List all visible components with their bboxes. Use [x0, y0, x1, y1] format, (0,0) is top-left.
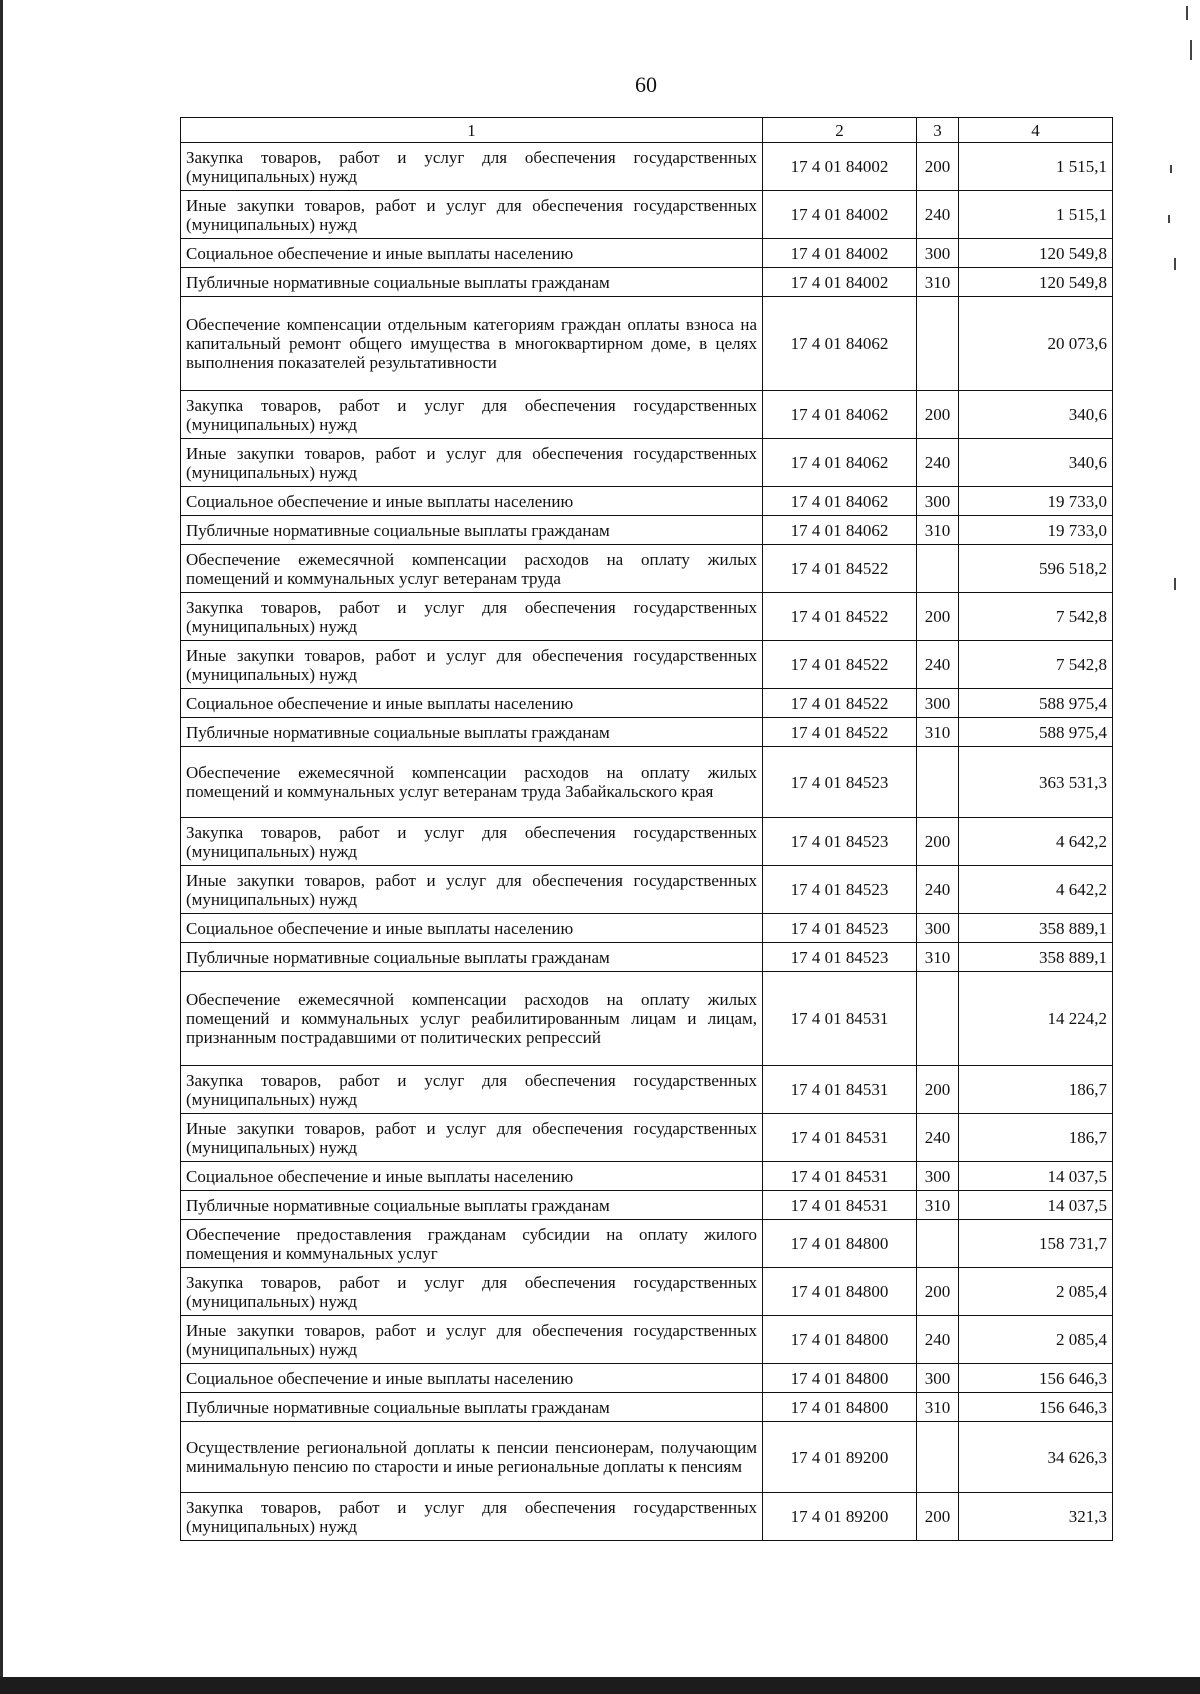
row-name: Обеспечение компенсации отдельным категориям граждан оплаты взноса на капитальный ремонт общего имущества в многоквартирном доме, в целях выполнения показателей результативности — [181, 297, 763, 391]
row-code: 17 4 01 89200 — [763, 1422, 917, 1493]
scan-mark — [1168, 215, 1170, 223]
row-code: 17 4 01 84522 — [763, 545, 917, 593]
row-expense-type: 240 — [917, 866, 959, 914]
row-name: Социальное обеспечение и иные выплаты населению — [181, 689, 763, 718]
row-name: Иные закупки товаров, работ и услуг для обеспечения государственных (муниципальных) нужд — [181, 1114, 763, 1162]
row-code: 17 4 01 84531 — [763, 1114, 917, 1162]
scan-mark — [1174, 258, 1176, 270]
row-expense-type: 310 — [917, 1393, 959, 1422]
table-row — [181, 818, 1113, 866]
row-expense-type: 200 — [917, 1493, 959, 1541]
row-amount: 1 515,1 — [959, 191, 1113, 239]
table-row — [181, 439, 1113, 487]
row-amount: 2 085,4 — [959, 1268, 1113, 1316]
row-name: Социальное обеспечение и иные выплаты населению — [181, 1162, 763, 1191]
row-amount: 321,3 — [959, 1493, 1113, 1541]
row-expense-type: 300 — [917, 1364, 959, 1393]
row-code: 17 4 01 84522 — [763, 593, 917, 641]
row-name: Закупка товаров, работ и услуг для обеспечения государственных (муниципальных) нужд — [181, 593, 763, 641]
row-expense-type: 240 — [917, 191, 959, 239]
table-row — [181, 943, 1113, 972]
row-amount: 2 085,4 — [959, 1316, 1113, 1364]
row-amount: 4 642,2 — [959, 866, 1113, 914]
budget-table — [180, 117, 1113, 1541]
table-row — [181, 545, 1113, 593]
row-expense-type: 200 — [917, 143, 959, 191]
table-header-row — [181, 118, 1113, 143]
table-row — [181, 516, 1113, 545]
scan-mark — [1186, 6, 1188, 20]
row-amount: 14 037,5 — [959, 1162, 1113, 1191]
row-code: 17 4 01 84800 — [763, 1268, 917, 1316]
scan-mark — [1170, 165, 1172, 173]
row-amount: 19 733,0 — [959, 516, 1113, 545]
row-name: Осуществление региональной доплаты к пенсии пенсионерам, получающим минимальную пенсию по старости и иные региональные доплаты к пенсиям — [181, 1422, 763, 1493]
row-code: 17 4 01 84523 — [763, 866, 917, 914]
row-expense-type: 300 — [917, 487, 959, 516]
row-name: Закупка товаров, работ и услуг для обеспечения государственных (муниципальных) нужд — [181, 1493, 763, 1541]
row-code: 17 4 01 84523 — [763, 747, 917, 818]
row-amount: 120 549,8 — [959, 239, 1113, 268]
row-name: Публичные нормативные социальные выплаты гражданам — [181, 1191, 763, 1220]
row-amount: 358 889,1 — [959, 914, 1113, 943]
row-name: Иные закупки товаров, работ и услуг для обеспечения государственных (муниципальных) нужд — [181, 641, 763, 689]
row-name: Социальное обеспечение и иные выплаты населению — [181, 239, 763, 268]
row-amount: 186,7 — [959, 1066, 1113, 1114]
row-code: 17 4 01 84522 — [763, 641, 917, 689]
row-code: 17 4 01 89200 — [763, 1493, 917, 1541]
table-row — [181, 1162, 1113, 1191]
table-row — [181, 1493, 1113, 1541]
row-code: 17 4 01 84531 — [763, 1162, 917, 1191]
row-expense-type: 300 — [917, 1162, 959, 1191]
table-row — [181, 689, 1113, 718]
scan-bottom-band — [0, 1677, 1200, 1694]
row-amount: 34 626,3 — [959, 1422, 1113, 1493]
row-expense-type: 310 — [917, 718, 959, 747]
row-amount: 7 542,8 — [959, 593, 1113, 641]
page-number: 60 — [635, 72, 657, 97]
row-amount: 19 733,0 — [959, 487, 1113, 516]
row-code: 17 4 01 84002 — [763, 268, 917, 297]
table-row — [181, 239, 1113, 268]
table-row — [181, 718, 1113, 747]
row-expense-type: 240 — [917, 641, 959, 689]
scan-left-edge — [0, 0, 3, 1694]
row-code: 17 4 01 84800 — [763, 1316, 917, 1364]
row-name: Публичные нормативные социальные выплаты гражданам — [181, 1393, 763, 1422]
row-expense-type — [917, 972, 959, 1066]
row-amount: 120 549,8 — [959, 268, 1113, 297]
row-expense-type: 200 — [917, 593, 959, 641]
row-name: Социальное обеспечение и иные выплаты населению — [181, 1364, 763, 1393]
row-name: Закупка товаров, работ и услуг для обеспечения государственных (муниципальных) нужд — [181, 818, 763, 866]
row-expense-type — [917, 545, 959, 593]
header-col-3: 3 — [917, 118, 959, 143]
row-name: Закупка товаров, работ и услуг для обеспечения государственных (муниципальных) нужд — [181, 1268, 763, 1316]
row-name: Социальное обеспечение и иные выплаты населению — [181, 487, 763, 516]
row-amount: 156 646,3 — [959, 1364, 1113, 1393]
row-amount: 4 642,2 — [959, 818, 1113, 866]
table-row — [181, 747, 1113, 818]
row-name: Публичные нормативные социальные выплаты гражданам — [181, 943, 763, 972]
header-col-1: 1 — [181, 118, 763, 143]
row-expense-type: 200 — [917, 391, 959, 439]
row-code: 17 4 01 84531 — [763, 1191, 917, 1220]
table-row — [181, 866, 1113, 914]
row-code: 17 4 01 84062 — [763, 391, 917, 439]
row-name: Иные закупки товаров, работ и услуг для обеспечения государственных (муниципальных) нужд — [181, 439, 763, 487]
table-row — [181, 268, 1113, 297]
row-amount: 14 037,5 — [959, 1191, 1113, 1220]
row-amount: 20 073,6 — [959, 297, 1113, 391]
row-expense-type: 240 — [917, 439, 959, 487]
row-code: 17 4 01 84002 — [763, 143, 917, 191]
header-col-2: 2 — [763, 118, 917, 143]
row-name: Закупка товаров, работ и услуг для обеспечения государственных (муниципальных) нужд — [181, 143, 763, 191]
row-expense-type: 200 — [917, 818, 959, 866]
row-name: Иные закупки товаров, работ и услуг для обеспечения государственных (муниципальных) нужд — [181, 866, 763, 914]
row-name: Обеспечение предоставления гражданам субсидии на оплату жилого помещения и коммунальных услуг — [181, 1220, 763, 1268]
row-expense-type: 300 — [917, 689, 959, 718]
table-row — [181, 1422, 1113, 1493]
table-row — [181, 972, 1113, 1066]
row-amount: 340,6 — [959, 391, 1113, 439]
table-row — [181, 487, 1113, 516]
row-expense-type — [917, 747, 959, 818]
row-code: 17 4 01 84062 — [763, 439, 917, 487]
row-amount: 596 518,2 — [959, 545, 1113, 593]
table-row — [181, 191, 1113, 239]
table-row — [181, 641, 1113, 689]
row-name: Социальное обеспечение и иные выплаты населению — [181, 914, 763, 943]
header-col-4: 4 — [959, 118, 1113, 143]
row-code: 17 4 01 84062 — [763, 487, 917, 516]
row-name: Обеспечение ежемесячной компенсации расходов на оплату жилых помещений и коммунальных услуг ветеранам труда Забайкальского края — [181, 747, 763, 818]
table-row — [181, 297, 1113, 391]
table-row — [181, 1393, 1113, 1422]
row-expense-type: 300 — [917, 239, 959, 268]
table-row — [181, 391, 1113, 439]
row-amount: 358 889,1 — [959, 943, 1113, 972]
row-code: 17 4 01 84523 — [763, 914, 917, 943]
row-expense-type: 310 — [917, 1191, 959, 1220]
row-expense-type — [917, 1422, 959, 1493]
row-amount: 588 975,4 — [959, 689, 1113, 718]
row-name: Публичные нормативные социальные выплаты гражданам — [181, 268, 763, 297]
table-row — [181, 1364, 1113, 1393]
row-code: 17 4 01 84002 — [763, 239, 917, 268]
table-row — [181, 1114, 1113, 1162]
row-expense-type: 200 — [917, 1066, 959, 1114]
table-row — [181, 1191, 1113, 1220]
table-row — [181, 1268, 1113, 1316]
row-code: 17 4 01 84800 — [763, 1393, 917, 1422]
row-name: Закупка товаров, работ и услуг для обеспечения государственных (муниципальных) нужд — [181, 391, 763, 439]
row-expense-type: 240 — [917, 1114, 959, 1162]
row-expense-type: 200 — [917, 1268, 959, 1316]
row-code: 17 4 01 84800 — [763, 1220, 917, 1268]
row-name: Иные закупки товаров, работ и услуг для обеспечения государственных (муниципальных) нужд — [181, 1316, 763, 1364]
table-row — [181, 1220, 1113, 1268]
row-expense-type: 310 — [917, 516, 959, 545]
row-code: 17 4 01 84002 — [763, 191, 917, 239]
row-name: Публичные нормативные социальные выплаты гражданам — [181, 516, 763, 545]
row-code: 17 4 01 84062 — [763, 516, 917, 545]
row-code: 17 4 01 84522 — [763, 689, 917, 718]
row-amount: 363 531,3 — [959, 747, 1113, 818]
row-code: 17 4 01 84800 — [763, 1364, 917, 1393]
row-name: Иные закупки товаров, работ и услуг для обеспечения государственных (муниципальных) нужд — [181, 191, 763, 239]
row-expense-type: 310 — [917, 943, 959, 972]
row-name: Обеспечение ежемесячной компенсации расходов на оплату жилых помещений и коммунальных услуг реабилитированным лицам и лицам, признанным пострадавшими от политических репрессий — [181, 972, 763, 1066]
row-name: Публичные нормативные социальные выплаты гражданам — [181, 718, 763, 747]
scan-mark — [1190, 40, 1192, 60]
row-code: 17 4 01 84523 — [763, 943, 917, 972]
row-expense-type: 300 — [917, 914, 959, 943]
scan-mark — [1174, 578, 1176, 590]
row-name: Обеспечение ежемесячной компенсации расходов на оплату жилых помещений и коммунальных услуг ветеранам труда — [181, 545, 763, 593]
table-row — [181, 1316, 1113, 1364]
row-amount: 7 542,8 — [959, 641, 1113, 689]
row-amount: 186,7 — [959, 1114, 1113, 1162]
row-amount: 158 731,7 — [959, 1220, 1113, 1268]
row-expense-type: 240 — [917, 1316, 959, 1364]
table-row — [181, 143, 1113, 191]
table-row — [181, 914, 1113, 943]
row-code: 17 4 01 84523 — [763, 818, 917, 866]
table-row — [181, 593, 1113, 641]
row-amount: 1 515,1 — [959, 143, 1113, 191]
row-expense-type — [917, 1220, 959, 1268]
row-amount: 340,6 — [959, 439, 1113, 487]
table-row — [181, 1066, 1113, 1114]
row-amount: 14 224,2 — [959, 972, 1113, 1066]
row-code: 17 4 01 84522 — [763, 718, 917, 747]
row-amount: 156 646,3 — [959, 1393, 1113, 1422]
row-expense-type — [917, 297, 959, 391]
row-code: 17 4 01 84531 — [763, 972, 917, 1066]
row-expense-type: 310 — [917, 268, 959, 297]
row-amount: 588 975,4 — [959, 718, 1113, 747]
row-name: Закупка товаров, работ и услуг для обеспечения государственных (муниципальных) нужд — [181, 1066, 763, 1114]
row-code: 17 4 01 84062 — [763, 297, 917, 391]
row-code: 17 4 01 84531 — [763, 1066, 917, 1114]
